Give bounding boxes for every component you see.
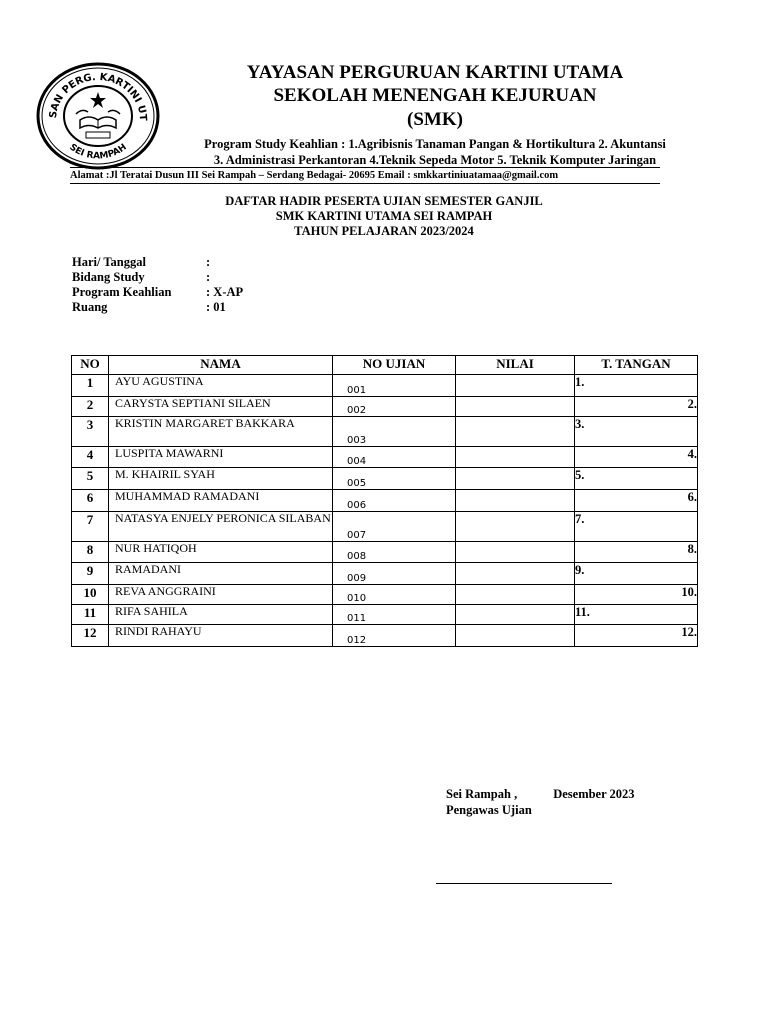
table-row — [72, 563, 698, 585]
cell-no-ujian: 012 — [333, 625, 456, 647]
cell-name: LUSPITA MAWARNI — [109, 447, 333, 468]
cell-no-ujian: 002 — [333, 397, 456, 417]
info-value: : — [206, 255, 211, 269]
table-row — [72, 417, 698, 447]
table-row — [72, 605, 698, 625]
table-header-row — [72, 356, 698, 375]
cell-no-ujian: 003 — [333, 417, 456, 447]
cell-no: 2 — [72, 397, 109, 417]
program-list-1: Program Study Keahlian : 1.Agribisnis Tanaman Pangan & Hortikultura 2. Akuntansi — [204, 137, 666, 151]
info-value: : X-AP — [206, 285, 244, 299]
header-tanda-tangan: T. TANGAN — [575, 356, 698, 375]
cell-no-ujian: 001 — [333, 375, 456, 397]
svg-text:YAYASAN PERG. KARTINI UTAMA: SAN PERG. KARTINI UT — [47, 71, 149, 121]
info-label: Program Keahlian — [72, 285, 172, 299]
signature-block — [446, 786, 635, 818]
cell-no-ujian: 004 — [333, 447, 456, 468]
cell-no: 1 — [72, 375, 109, 397]
cell-no-ujian: 007 — [333, 512, 456, 542]
header-nama: NAMA — [109, 356, 333, 375]
title-line-2: SMK KARTINI UTAMA SEI RAMPAH — [275, 209, 493, 223]
cell-name: AYU AGUSTINA — [109, 375, 333, 397]
info-label: Bidang Study — [72, 270, 145, 284]
cell-no: 6 — [72, 490, 109, 512]
info-row — [72, 255, 243, 270]
cell-nilai[interactable] — [456, 625, 575, 647]
cell-signature[interactable]: 8. — [575, 542, 698, 563]
school-abbrev: (SMK) — [407, 109, 463, 130]
signature-line — [436, 883, 612, 884]
info-label: Hari/ Tanggal — [72, 255, 146, 269]
cell-no: 12 — [72, 625, 109, 647]
cell-signature[interactable]: 6. — [575, 490, 698, 512]
table-row — [72, 447, 698, 468]
cell-nilai[interactable] — [456, 417, 575, 447]
cell-signature[interactable]: 4. — [575, 447, 698, 468]
cell-no-ujian: 005 — [333, 468, 456, 490]
cell-signature[interactable]: 12. — [575, 625, 698, 647]
cell-no: 8 — [72, 542, 109, 563]
cell-name: NATASYA ENJELY PERONICA SILABAN — [109, 512, 333, 542]
document-title — [70, 194, 698, 239]
cell-signature[interactable]: 5. — [575, 468, 698, 490]
signature-role: Pengawas Ujian — [446, 803, 532, 817]
info-label: Ruang — [72, 300, 108, 314]
info-row — [72, 270, 243, 285]
address: Alamat :Jl Teratai Dusun III Sei Rampah – Serdang Bedagai- 20695 Email : smkkartiniuatamaa@gmail.com — [70, 170, 559, 181]
school-logo — [36, 62, 160, 170]
cell-no: 10 — [72, 585, 109, 605]
cell-name: RIFA SAHILA — [109, 605, 333, 625]
table-row — [72, 625, 698, 647]
cell-nilai[interactable] — [456, 512, 575, 542]
cell-nilai[interactable] — [456, 468, 575, 490]
cell-name: KRISTIN MARGARET BAKKARA — [109, 417, 333, 447]
cell-nilai[interactable] — [456, 585, 575, 605]
table-row — [72, 397, 698, 417]
signature-date: Desember 2023 — [553, 787, 635, 801]
cell-nilai[interactable] — [456, 375, 575, 397]
info-value: : 01 — [206, 300, 226, 314]
cell-nilai[interactable] — [456, 563, 575, 585]
cell-name: NUR HATIQOH — [109, 542, 333, 563]
cell-no: 3 — [72, 417, 109, 447]
cell-no-ujian: 006 — [333, 490, 456, 512]
info-row — [72, 285, 243, 300]
cell-signature[interactable]: 7. — [575, 512, 698, 542]
cell-no-ujian: 011 — [333, 605, 456, 625]
cell-nilai[interactable] — [456, 447, 575, 468]
cell-no: 4 — [72, 447, 109, 468]
cell-name: CARYSTA SEPTIANI SILAEN — [109, 397, 333, 417]
cell-signature[interactable]: 10. — [575, 585, 698, 605]
table-row — [72, 512, 698, 542]
header-nilai: NILAI — [456, 356, 575, 375]
title-line-3: TAHUN PELAJARAN 2023/2024 — [294, 224, 474, 238]
cell-name: RINDI RAHAYU — [109, 625, 333, 647]
cell-signature[interactable]: 1. — [575, 375, 698, 397]
cell-no-ujian: 010 — [333, 585, 456, 605]
foundation-name: YAYASAN PERGURUAN KARTINI UTAMA — [246, 62, 624, 83]
cell-signature[interactable]: 2. — [575, 397, 698, 417]
cell-no: 9 — [72, 563, 109, 585]
info-row — [72, 300, 243, 315]
letterhead — [170, 62, 700, 168]
table-row — [72, 375, 698, 397]
cell-nilai[interactable] — [456, 397, 575, 417]
title-line-1: DAFTAR HADIR PESERTA UJIAN SEMESTER GANJIL — [225, 194, 543, 208]
school-type: SEKOLAH MENENGAH KEJURUAN — [273, 85, 597, 106]
cell-nilai[interactable] — [456, 490, 575, 512]
header-no-ujian: NO UJIAN — [333, 356, 456, 375]
divider-bottom — [70, 183, 660, 184]
attendance-table — [71, 355, 698, 647]
exam-info — [72, 255, 243, 315]
cell-name: REVA ANGGRAINI — [109, 585, 333, 605]
cell-signature[interactable]: 3. — [575, 417, 698, 447]
cell-no: 11 — [72, 605, 109, 625]
cell-name: M. KHAIRIL SYAH — [109, 468, 333, 490]
cell-name: MUHAMMAD RAMADANI — [109, 490, 333, 512]
cell-no: 7 — [72, 512, 109, 542]
table-row — [72, 542, 698, 563]
cell-no-ujian: 009 — [333, 563, 456, 585]
table-row — [72, 585, 698, 605]
cell-signature[interactable]: 9. — [575, 563, 698, 585]
cell-name: RAMADANI — [109, 563, 333, 585]
cell-nilai[interactable] — [456, 542, 575, 563]
header-no: NO — [72, 356, 109, 375]
table-row — [72, 468, 698, 490]
svg-text:SEI RAMPAH: SEI RAMPAH — [67, 142, 129, 162]
program-list-2: 3. Administrasi Perkantoran 4.Teknik Sepeda Motor 5. Teknik Komputer Jaringan — [213, 153, 657, 167]
info-value: : — [206, 270, 211, 284]
divider-top — [70, 167, 660, 168]
cell-nilai[interactable] — [456, 605, 575, 625]
cell-no-ujian: 008 — [333, 542, 456, 563]
signature-place: Sei Rampah , — [446, 787, 518, 801]
table-row — [72, 490, 698, 512]
cell-signature[interactable]: 11. — [575, 605, 698, 625]
cell-no: 5 — [72, 468, 109, 490]
